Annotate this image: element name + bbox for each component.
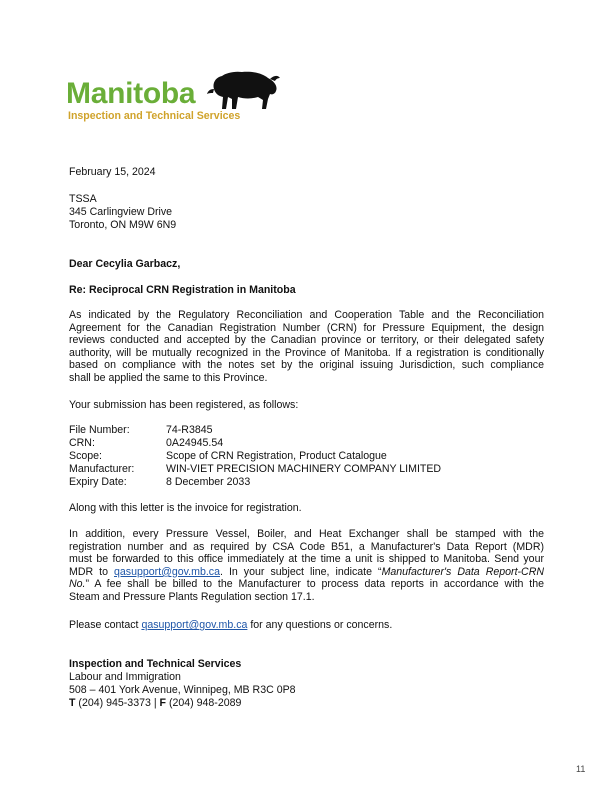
crn-label: CRN: <box>69 437 95 449</box>
intro-line: based on compliance with the notes set by the original issuing Jurisdiction, such compliance <box>69 359 544 372</box>
logo-wordmark: Manitoba <box>66 77 196 110</box>
manitoba-logo <box>66 66 296 128</box>
stamp-line-fee <box>69 578 544 591</box>
intro-line: authority, will be mutually recognized in the Province of Manitoba. If a registration is conditionally <box>69 346 544 359</box>
contact-line <box>69 619 392 632</box>
mdr-text: MDR to <box>69 565 115 578</box>
subject-line: Re: Reciprocal CRN Registration in Manitoba <box>69 284 296 296</box>
recipient-name: TSSA <box>69 193 97 205</box>
stamp-line-mdr <box>69 566 544 579</box>
page-number: 11 <box>576 764 586 774</box>
qasupport-email-link[interactable]: qasupport@gov.mb.ca <box>114 565 220 578</box>
stamp-line: must be forwarded to this office immediately at the time a unit is shipped to Manitoba. Send your <box>69 553 544 566</box>
subject-instruction: . In your subject line, indicate “ <box>219 565 382 578</box>
fax-label: F <box>159 697 166 709</box>
mdr-subject-italic-end: No. <box>69 578 86 591</box>
bison-icon <box>206 69 282 111</box>
intro-line: reviews conducted and accepted by the Canadian province or territory, or their delegated safety <box>69 334 544 347</box>
stamp-line: registration number and as required by CSA Code B51, a Manufacturer's Data Report (MDR) <box>69 540 544 553</box>
file-number-label: File Number: <box>69 424 130 436</box>
stamp-line: In addition, every Pressure Vessel, Boiler, and Heat Exchanger shall be stamped with the <box>69 528 544 540</box>
contact-after: for any questions or concerns. <box>247 619 393 631</box>
logo-subtitle: Inspection and Technical Services <box>68 110 241 122</box>
fax-number: (204) 948-2089 <box>166 697 242 709</box>
intro-line: Agreement for the Canadian Registration Number (CRN) for Pressure Equipment, the design <box>69 321 544 334</box>
manufacturer-value: WIN-VIET PRECISION MACHINERY COMPANY LIMITED <box>166 463 442 475</box>
recipient-city: Toronto, ON M9W 6N9 <box>69 219 177 231</box>
signature-ministry: Labour and Immigration <box>69 671 181 683</box>
tel-label: T <box>69 697 76 709</box>
signature-address: 508 – 401 York Avenue, Winnipeg, MB R3C 0P8 <box>69 684 296 696</box>
file-number-value: 74-R3845 <box>166 424 213 436</box>
signature-dept: Inspection and Technical Services <box>69 658 242 670</box>
salutation: Dear Cecylia Garbacz, <box>69 258 181 270</box>
stamp-paragraph <box>69 528 544 604</box>
crn-value: 0A24945.54 <box>166 437 224 449</box>
intro-line: As indicated by the Regulatory Reconciliation and Cooperation Table and the Reconciliation <box>69 309 544 321</box>
recipient-street: 345 Carlingview Drive <box>69 206 173 218</box>
letter-date: February 15, 2024 <box>69 166 156 178</box>
expiry-label: Expiry Date: <box>69 476 127 488</box>
scope-label: Scope: <box>69 450 102 462</box>
contact-email-link[interactable]: qasupport@gov.mb.ca <box>141 619 248 631</box>
intro-line: shall be applied the same to this Province. <box>69 371 268 384</box>
stamp-line: Steam and Pressure Plants Regulation section 17.1. <box>69 590 315 603</box>
manufacturer-label: Manufacturer: <box>69 463 135 475</box>
scope-value: Scope of CRN Registration, Product Catalogue <box>166 450 387 462</box>
contact-before: Please contact <box>69 619 142 631</box>
tel-number: (204) 945-3373 | <box>75 697 160 709</box>
signature-phone <box>69 697 241 710</box>
intro-paragraph <box>69 309 544 385</box>
mdr-subject-italic: Manufacturer's Data Report-CRN <box>381 565 544 578</box>
invoice-line: Along with this letter is the invoice for registration. <box>69 502 302 514</box>
registered-intro: Your submission has been registered, as follows: <box>69 399 299 411</box>
fee-text: ” A fee shall be billed to the Manufacturer to process data reports in accordance with the <box>85 578 544 591</box>
expiry-value: 8 December 2033 <box>166 476 251 488</box>
